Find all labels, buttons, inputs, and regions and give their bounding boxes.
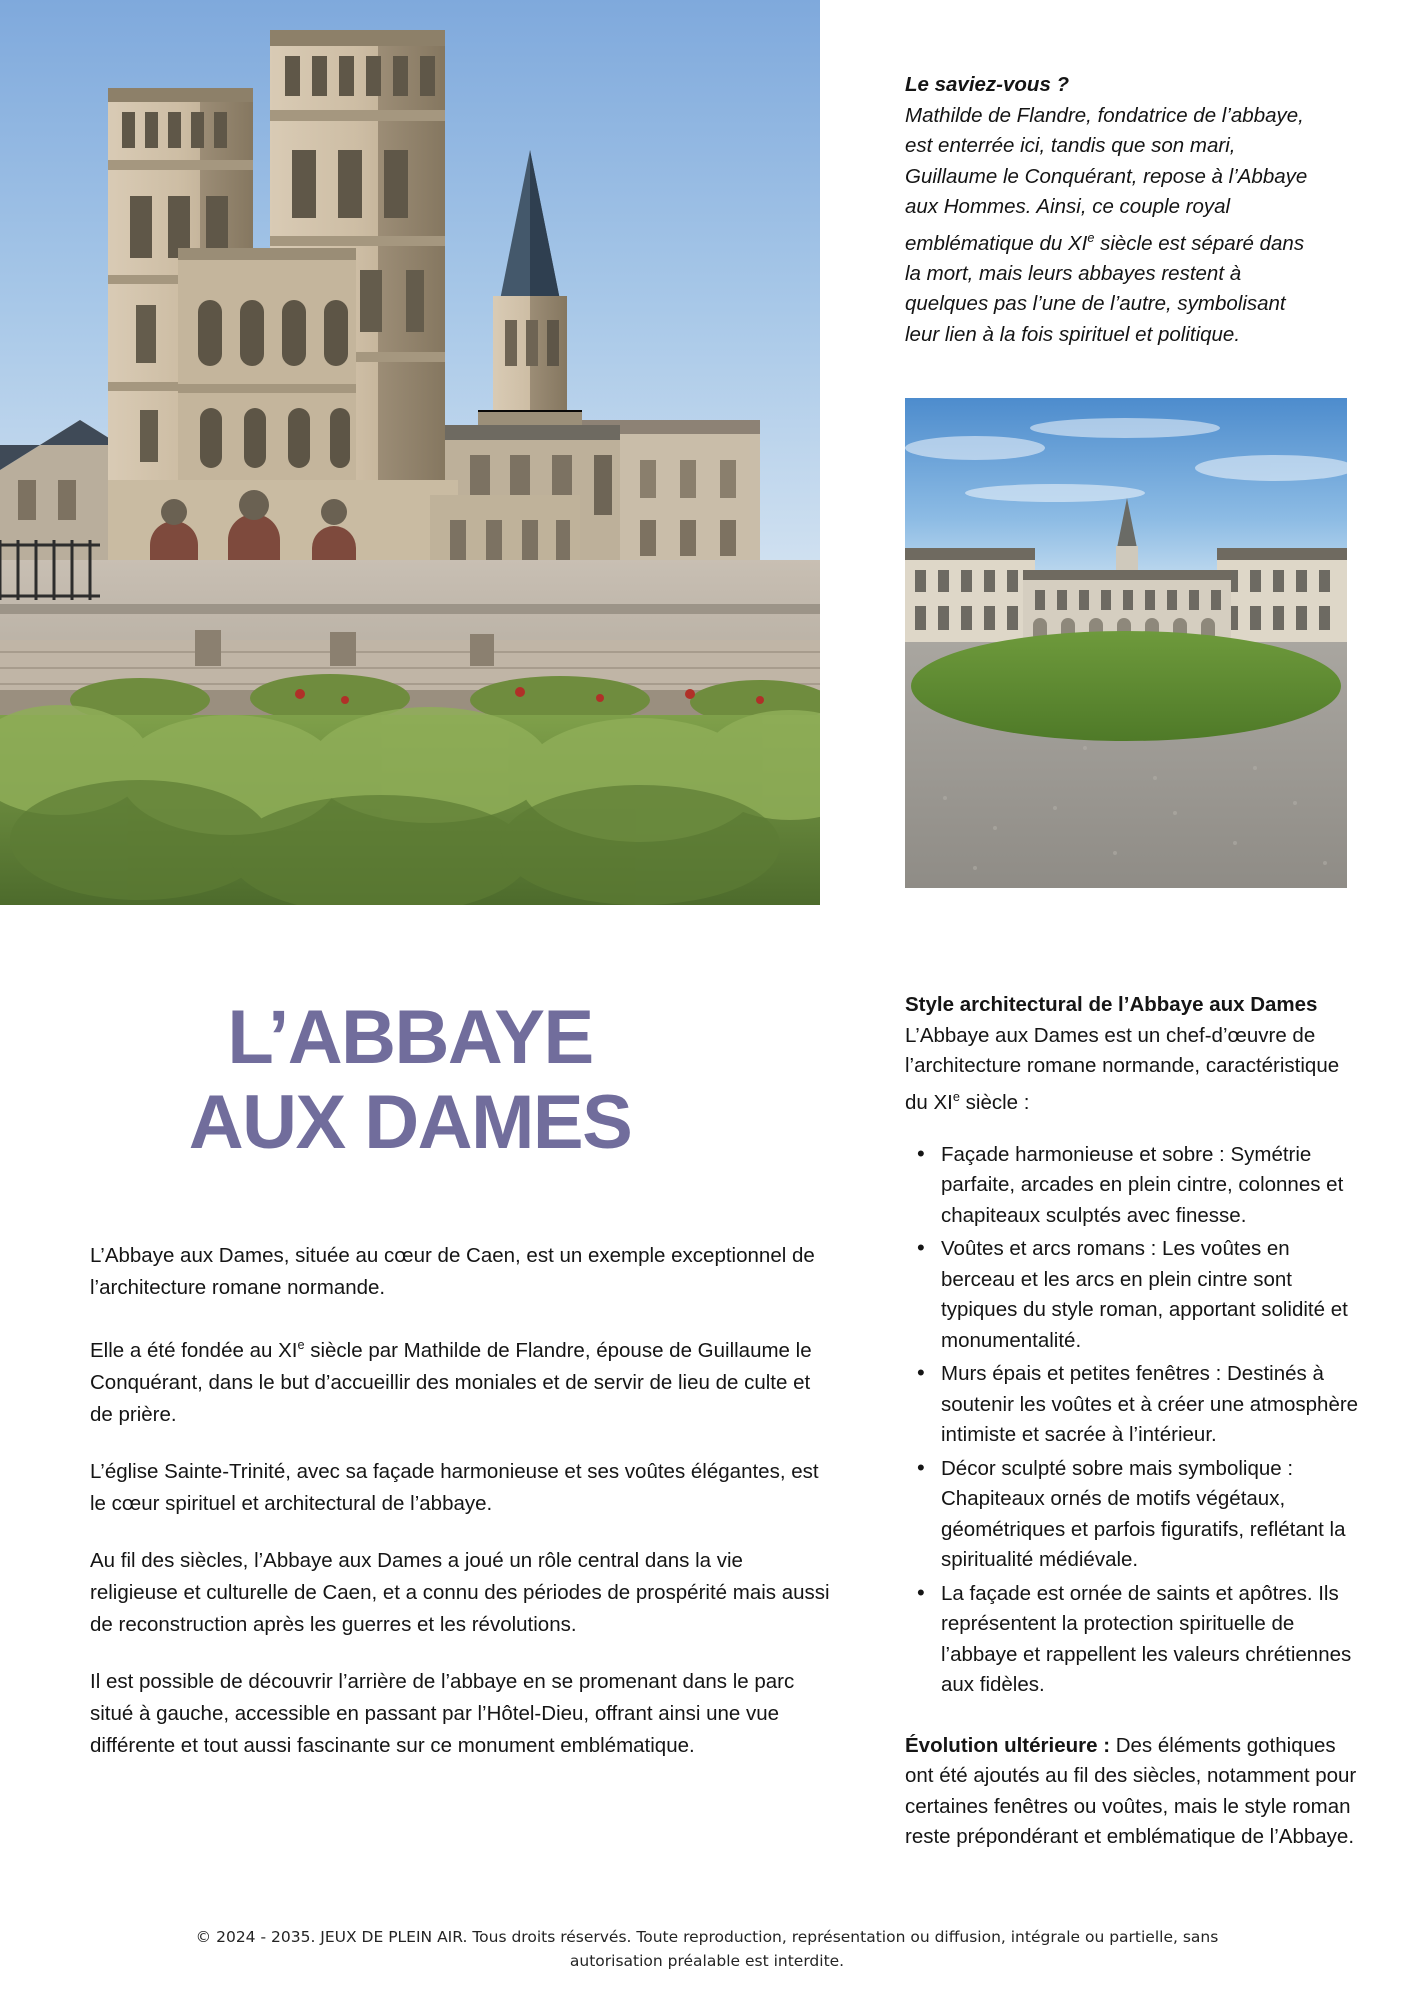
- footer-copyright: [0, 1925, 1414, 1973]
- abbey-facade-photo: [0, 0, 820, 905]
- dyk-line-5a: emblématique du XI: [905, 231, 1088, 255]
- left-paragraph-2-b: siècle par Mathilde de Flandre, épouse de Guillaume le Conquérant, dans le but d’accueillir des moniales et de servir de lieu de culte et de prière.: [90, 1338, 812, 1426]
- right-body-copy: [905, 990, 1365, 1853]
- dyk-line-4: aux Hommes. Ainsi, ce couple royal: [905, 195, 1231, 218]
- abbey-courtyard-photo: [905, 398, 1347, 888]
- dyk-line-1: Mathilde de Flandre, fondatrice de l’abbaye,: [905, 103, 1304, 127]
- courtyard-illustration: [905, 398, 1347, 888]
- evolution-text: Des éléments gothiques ont été ajoutés au fil des siècles, notamment pour certaines fenêtres ou voûtes, mais le style roman reste prépondérant et emblématique de l’Abbaye.: [905, 1733, 1357, 1849]
- right-ordinal-sup: e: [952, 1088, 960, 1104]
- left-ordinal-sup: e: [297, 1337, 305, 1352]
- page-title-line-2: AUX DAMES: [188, 1080, 632, 1165]
- page-title-line-1: L’ABBAYE: [227, 995, 593, 1080]
- did-you-know-body: [905, 101, 1345, 351]
- dyk-line-8: leur lien à la fois spirituel et politique.: [905, 322, 1241, 346]
- left-paragraph-2: [90, 1329, 830, 1431]
- architecture-intro-a: L’Abbaye aux Dames est un chef-d’œuvre de l’architecture romane normande, caractéristique du XI: [905, 1023, 1340, 1114]
- left-body-copy: [90, 1240, 830, 1762]
- architecture-intro: [905, 990, 1365, 1118]
- left-paragraph-1: L’Abbaye aux Dames, située au cœur de Caen, est un exemple exceptionnel de l’architecture romane normande.: [90, 1244, 815, 1299]
- abbey-facade-illustration: [0, 0, 820, 905]
- list-item: • Décor sculpté sobre mais symbolique : Chapiteaux ornés de motifs végétaux, géométriques et parfois figuratifs, reflétant la spiritualité médiévale.: [905, 1454, 1365, 1576]
- architecture-heading: Style architectural de l’Abbaye aux Dames: [905, 993, 1318, 1016]
- did-you-know-block: [905, 70, 1345, 350]
- dyk-line-7: quelques pas l’une de l’autre, symbolisant: [905, 292, 1286, 316]
- list-item: • Voûtes et arcs romans : Les voûtes en berceau et les arcs en plein cintre sont typiques du style roman, apportant solidité et monumentalité.: [905, 1234, 1365, 1356]
- list-item: • Façade harmonieuse et sobre : Symétrie parfaite, arcades en plein cintre, colonnes et chapiteaux sculptés avec finesse.: [905, 1140, 1365, 1232]
- dyk-line-5b: siècle est séparé dans: [1094, 231, 1305, 255]
- did-you-know-title: Le saviez-vous ?: [905, 73, 1070, 96]
- left-paragraph-5: Il est possible de découvrir l’arrière de l’abbaye en se promenant dans le parc situé à gauche, accessible en passant par l’Hôtel-Dieu, offrant ainsi une vue différente et tout aussi fascinante sur ce monument emblématique.: [90, 1669, 795, 1757]
- dyk-line-2: est enterrée ici, tandis que son mari,: [905, 134, 1236, 157]
- list-item: • La façade est ornée de saints et apôtres. Ils représentent la protection spirituelle de l’abbaye et rappellent les valeurs chrétiennes aux fidèles.: [905, 1579, 1365, 1701]
- left-paragraph-4: Au fil des siècles, l’Abbaye aux Dames a joué un rôle central dans la vie religieuse et culturelle de Caen, et a connu des périodes de prospérité mais aussi de reconstruction après les guerres et les révolutions.: [90, 1548, 830, 1636]
- top-media-section: [0, 0, 1414, 905]
- evolution-paragraph: [905, 1731, 1365, 1853]
- architecture-feature-list: [905, 1140, 1365, 1701]
- dyk-line-6: la mort, mais leurs abbayes restent à: [905, 261, 1242, 285]
- dyk-ordinal-sup: e: [1087, 229, 1095, 245]
- dyk-line-3: Guillaume le Conquérant, repose à l’Abbaye: [905, 164, 1308, 188]
- list-item: • Murs épais et petites fenêtres : Destinés à soutenir les voûtes et à créer une atmosphère intimiste et sacrée à l’intérieur.: [905, 1359, 1365, 1451]
- page-title: [0, 995, 820, 1165]
- footer-line-1: © 2024 - 2035. JEUX DE PLEIN AIR. Tous droits réservés. Toute reproduction, représentation ou diffusion, intégrale ou partielle, sans: [195, 1928, 1219, 1946]
- left-paragraph-3: L’église Sainte-Trinité, avec sa façade harmonieuse et ses voûtes élégantes, est le cœur spirituel et architectural de l’abbaye.: [90, 1459, 819, 1515]
- architecture-intro-b: siècle :: [959, 1090, 1030, 1114]
- footer-line-2: autorisation préalable est interdite.: [569, 1952, 845, 1970]
- evolution-label: Évolution ultérieure :: [905, 1733, 1111, 1757]
- left-paragraph-2-a: Elle a été fondée au XI: [90, 1338, 298, 1362]
